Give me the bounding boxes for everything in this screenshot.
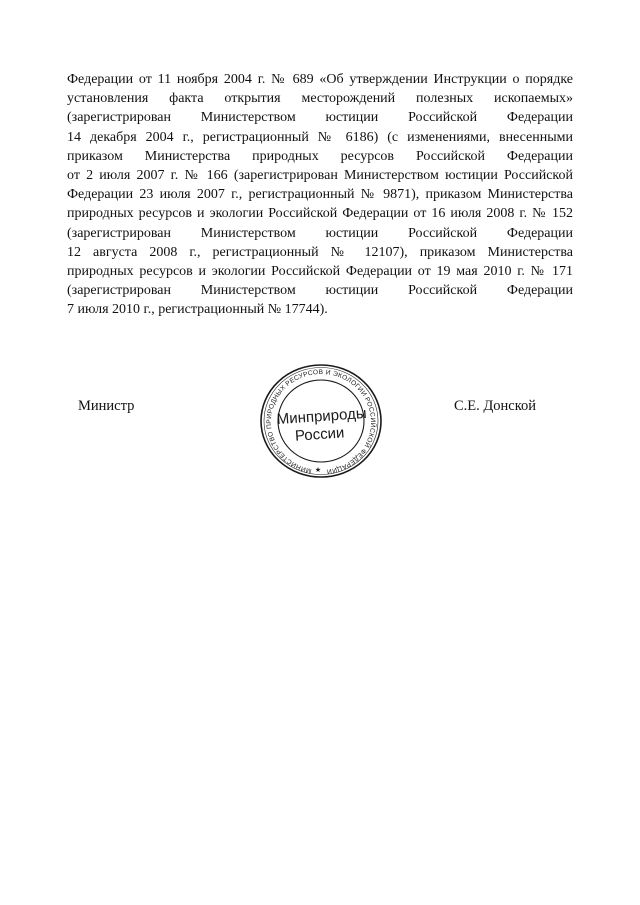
body-line: Федерации 23 июля 2007 г., регистрационный № 9871), приказом Министерства (67, 187, 573, 203)
body-line: от 2 июля 2007 г. № 166 (зарегистрирован Министерством юстиции Российской (67, 168, 573, 184)
body-paragraph (67, 70, 573, 320)
body-line: (зарегистрирован Министерством юстиции Российской Федерации (67, 110, 573, 126)
seal-star-icon: ★ (314, 466, 322, 474)
body-line: природных ресурсов и экологии Российской Федерации от 19 мая 2010 г. № 171 (67, 264, 573, 280)
seal-center-line-1: Минприроды (276, 404, 368, 429)
signature-name: С.Е. Донской (454, 398, 537, 414)
seal-center-line-2: России (294, 424, 345, 445)
body-line: приказом Министерства природных ресурсов Российской Федерации (67, 148, 573, 164)
body-line: природных ресурсов и экологии Российской Федерации от 16 июля 2008 г. № 152 (67, 206, 573, 222)
signature-role: Министр (78, 398, 135, 414)
body-line: Федерации от 11 ноября 2004 г. № 689 «Об утверждении Инструкции о порядке (67, 72, 573, 87)
body-line: (зарегистрирован Министерством юстиции Российской Федерации (67, 283, 573, 299)
body-line: 12 августа 2008 г., регистрационный № 12107), приказом Министерства (67, 244, 573, 260)
body-line: (зарегистрирован Министерством юстиции Российской Федерации (67, 225, 573, 241)
seal-ring-text: МИНИСТЕРСТВО ПРИРОДНЫХ РЕСУРСОВ И ЭКОЛОГИИ РОССИЙСКОЙ ФЕДЕРАЦИИ (265, 368, 377, 475)
body-line: установления факта открытия месторождений полезных ископаемых» (67, 91, 573, 107)
body-line: 14 декабря 2004 г., регистрационный № 6186) (с изменениями, внесенными (67, 129, 573, 145)
body-line: 7 июля 2010 г., регистрационный № 17744). (67, 302, 328, 318)
seal-graphic (258, 362, 384, 480)
official-seal (258, 362, 384, 480)
